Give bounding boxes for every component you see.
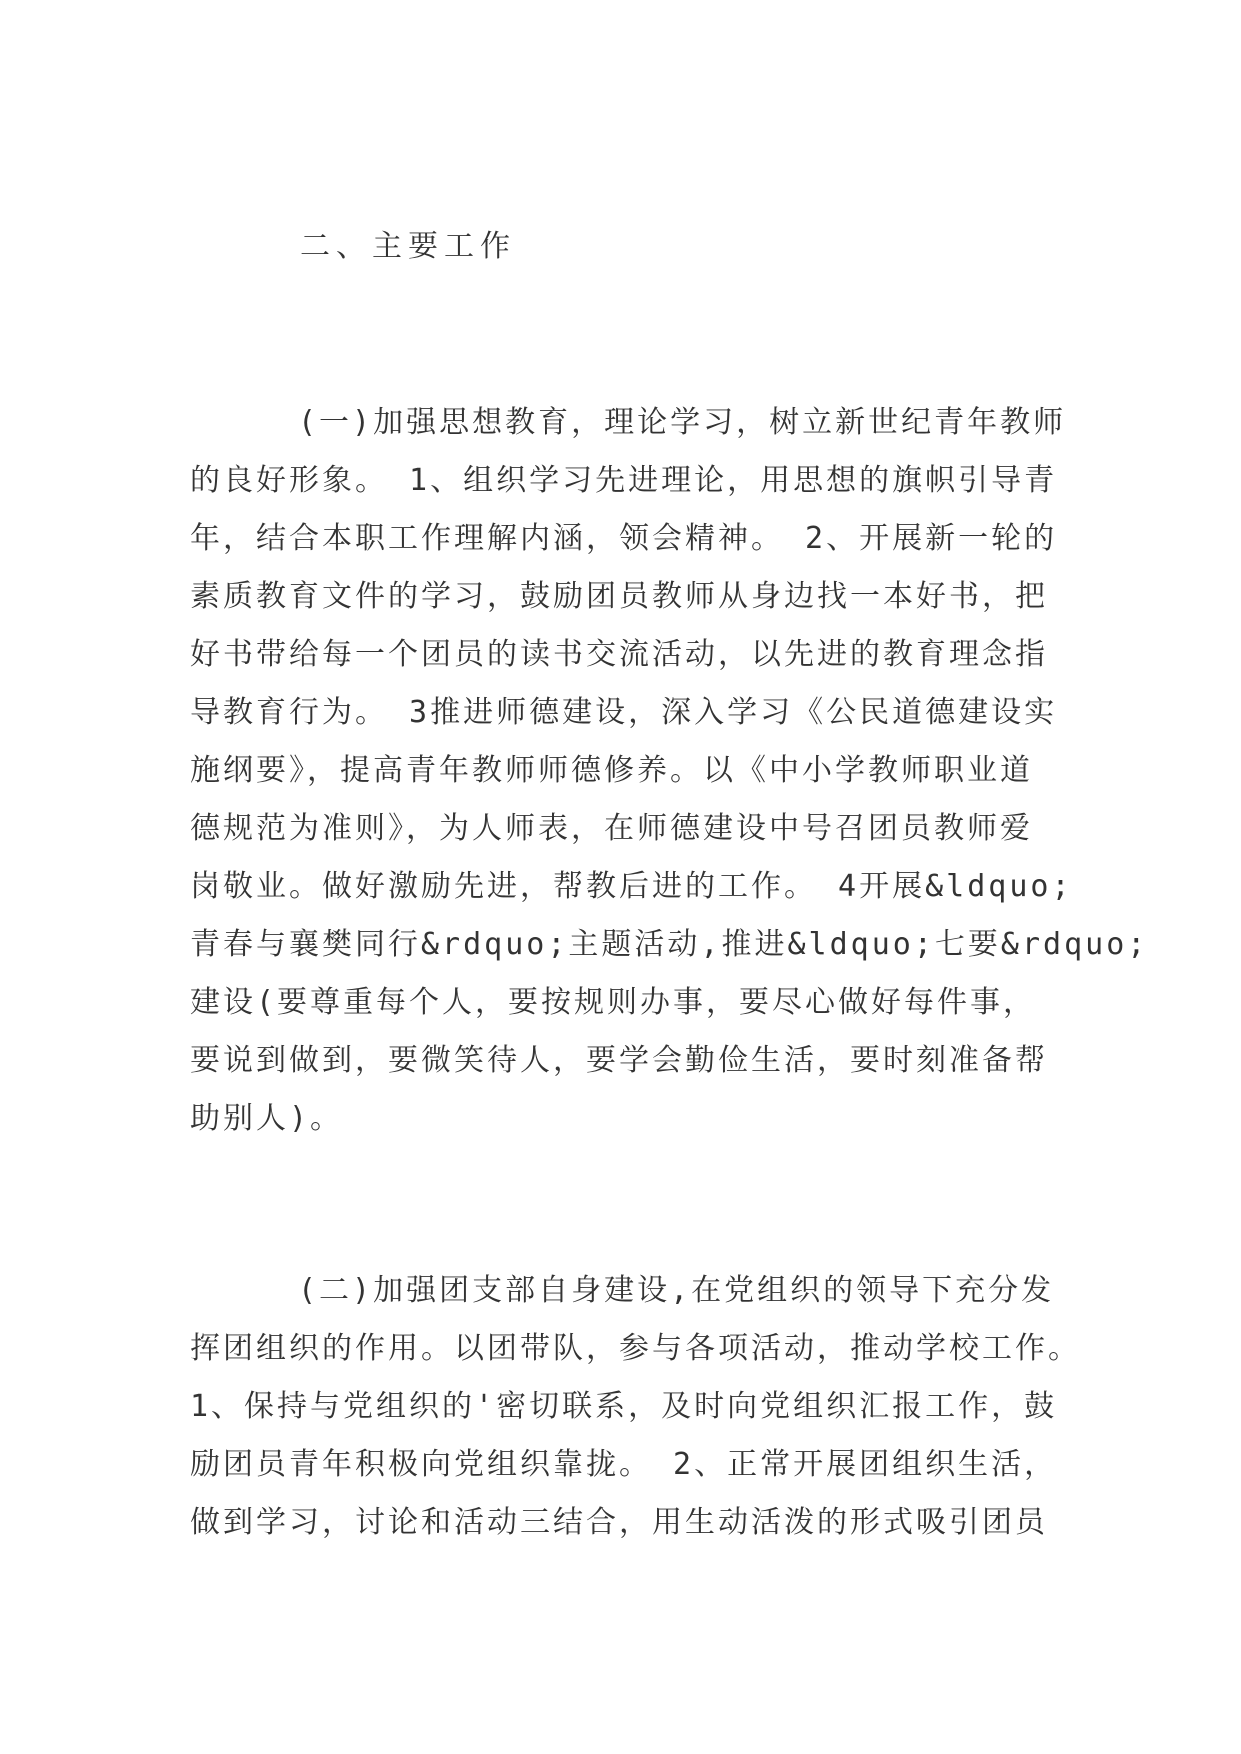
paragraph-line: 导教育行为。 3推进师德建设，深入学习《公民道德建设实 [190,695,1058,730]
paragraph-line: 年，结合本职工作理解内涵，领会精神。 2、开展新一轮的 [190,521,1058,556]
paragraph-line: 好书带给每一个团员的读书交流活动，以先进的教育理念指 [190,637,1048,672]
paragraph-line: 岗敬业。做好激励先进，帮教后进的工作。 4开展&ldquo; [190,869,1073,904]
paragraph-line: 的良好形象。 1、组织学习先进理论，用思想的旗帜引导青 [190,463,1058,498]
paragraph-line: 助别人)。 [190,1101,344,1136]
paragraph-line: 德规范为准则》，为人师表，在师德建设中号召团员教师爱 [190,811,1033,846]
paragraph-line: 做到学习，讨论和活动三结合，用生动活泼的形式吸引团员 [190,1505,1048,1540]
paragraph-line: 1、保持与党组织的'密切联系，及时向党组织汇报工作，鼓 [190,1389,1058,1424]
paragraph-line: 施纲要》，提高青年教师师德修养。以《中小学教师职业道 [190,753,1033,788]
paragraph-line: 励团员青年积极向党组织靠拢。 2、正常开展团组织生活， [190,1447,1058,1482]
paragraph-line: 青春与襄樊同行&rdquo;主题活动,推进&ldquo;七要&rdquo; [190,927,1149,962]
paragraph-line: 挥团组织的作用。以团带队，参与各项活动，推动学校工作。 [190,1331,1081,1366]
paragraph-line: (一)加强思想教育，理论学习，树立新世纪青年教师 [298,405,1067,440]
paragraph-line: (二)加强团支部自身建设,在党组织的领导下充分发 [298,1273,1055,1308]
section-heading: 二、主要工作 [300,229,516,264]
paragraph-2 [190,1262,1081,1552]
paragraph-line: 要说到做到，要微笑待人，要学会勤俭生活，要时刻准备帮 [190,1043,1048,1078]
paragraph-line: 建设(要尊重每个人，要按规则办事，要尽心做好每件事， [190,985,1037,1020]
paragraph-line: 素质教育文件的学习，鼓励团员教师从身边找一本好书，把 [190,579,1048,614]
paragraph-1 [190,394,1149,1148]
